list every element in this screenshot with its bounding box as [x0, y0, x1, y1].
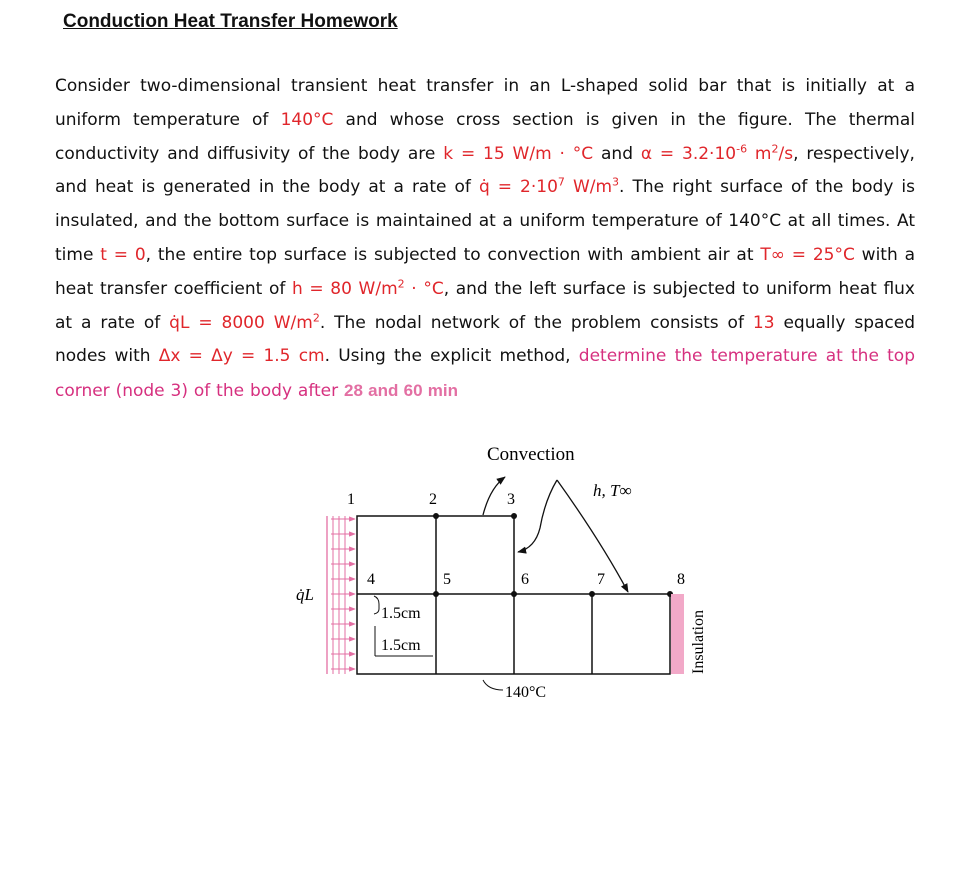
problem-text: . The right surface of the body is insulated, and the bottom surface is maintained at a uniform temperature of 140°C at all times. At time — [55, 177, 915, 265]
problem-text: equally spaced nodes with — [55, 312, 916, 367]
flux-label: q̇L — [296, 585, 314, 604]
node-dot — [433, 513, 439, 519]
bottom-temp-pointer — [483, 680, 503, 690]
node-count: 13 — [752, 312, 775, 333]
problem-text: , the entire top surface is subjected to convection with ambient air at — [145, 244, 761, 265]
node-label: 6 — [521, 571, 529, 588]
node-label: 2 — [429, 491, 437, 508]
generation-exponent: 7 — [557, 175, 565, 189]
node-dot — [589, 591, 595, 597]
problem-text: . The nodal network of the problem consists of — [319, 312, 753, 333]
problem-text: , respectively, and heat is generated in the body at a rate of — [55, 143, 915, 198]
convection-label: Convection — [487, 444, 575, 465]
insulation-layer — [671, 594, 684, 674]
flux-exponent: 2 — [312, 310, 320, 324]
question-text: determine the temperature at the top corner (node 3) of the body after — [55, 346, 915, 402]
conductivity-value: k = 15 W/m · °C — [443, 143, 594, 164]
h-base: h = 80 W/m — [292, 278, 398, 299]
problem-text: and — [593, 143, 641, 164]
diffusivity-unit-exponent: 2 — [771, 141, 779, 155]
spacing-label: 1.5cm — [381, 605, 421, 622]
convection-arrow-node6 — [518, 480, 557, 552]
insulation-label: Insulation — [690, 610, 707, 674]
node-label: 5 — [443, 571, 451, 588]
node-label: 3 — [507, 491, 515, 508]
node-dot — [433, 591, 439, 597]
convection-arrow-node3 — [483, 477, 505, 515]
h-tinf-label: h, T∞ — [593, 481, 632, 500]
time-zero: t = 0 — [100, 244, 146, 265]
node-dot — [511, 591, 517, 597]
h-tail: · °C — [404, 278, 444, 299]
problem-text: and whose cross section is given in the figure. The thermal conductivity and diffusivity of the body are — [55, 109, 915, 164]
node-dot — [511, 513, 517, 519]
problem-text: . Using the explicit method, — [324, 346, 579, 367]
node-label: 1 — [347, 491, 355, 508]
bottom-temp-label: 140°C — [505, 684, 547, 701]
generation-unit: W/m — [564, 177, 613, 198]
initial-temperature: 140°C — [280, 109, 334, 130]
spacing-brace — [374, 596, 379, 614]
node-spacing: Δx = Δy = 1.5 cm — [158, 346, 325, 367]
diffusivity-exponent: -6 — [736, 141, 748, 155]
node-label: 8 — [677, 571, 685, 588]
problem-text: , and the left surface is subjected to uniform heat flux at a rate of — [55, 278, 915, 333]
generation-base: q̇ = 2·10 — [478, 177, 558, 198]
question-times: 28 and 60 min — [344, 381, 458, 401]
ambient-temperature: T∞ = 25°C — [760, 244, 855, 265]
node-label: 7 — [597, 571, 605, 588]
spacing-label: 1.5cm — [381, 637, 421, 654]
generation-unit-exponent: 3 — [612, 175, 620, 189]
diffusivity-base: α = 3.2·10 — [640, 143, 737, 164]
problem-text: with a heat transfer coefficient of — [55, 244, 915, 299]
diffusivity-unit-tail: /s — [778, 143, 794, 164]
h-exponent: 2 — [397, 277, 405, 291]
page-title: Conduction Heat Transfer Homework — [63, 11, 398, 32]
flux-base: q̇L = 8000 W/m — [169, 312, 313, 333]
problem-text: Consider two-dimensional transient heat transfer in an L-shaped solid bar that is initially at a uniform temperature of — [55, 76, 915, 130]
diffusivity-unit: m — [747, 143, 772, 164]
node-label: 4 — [367, 571, 375, 588]
